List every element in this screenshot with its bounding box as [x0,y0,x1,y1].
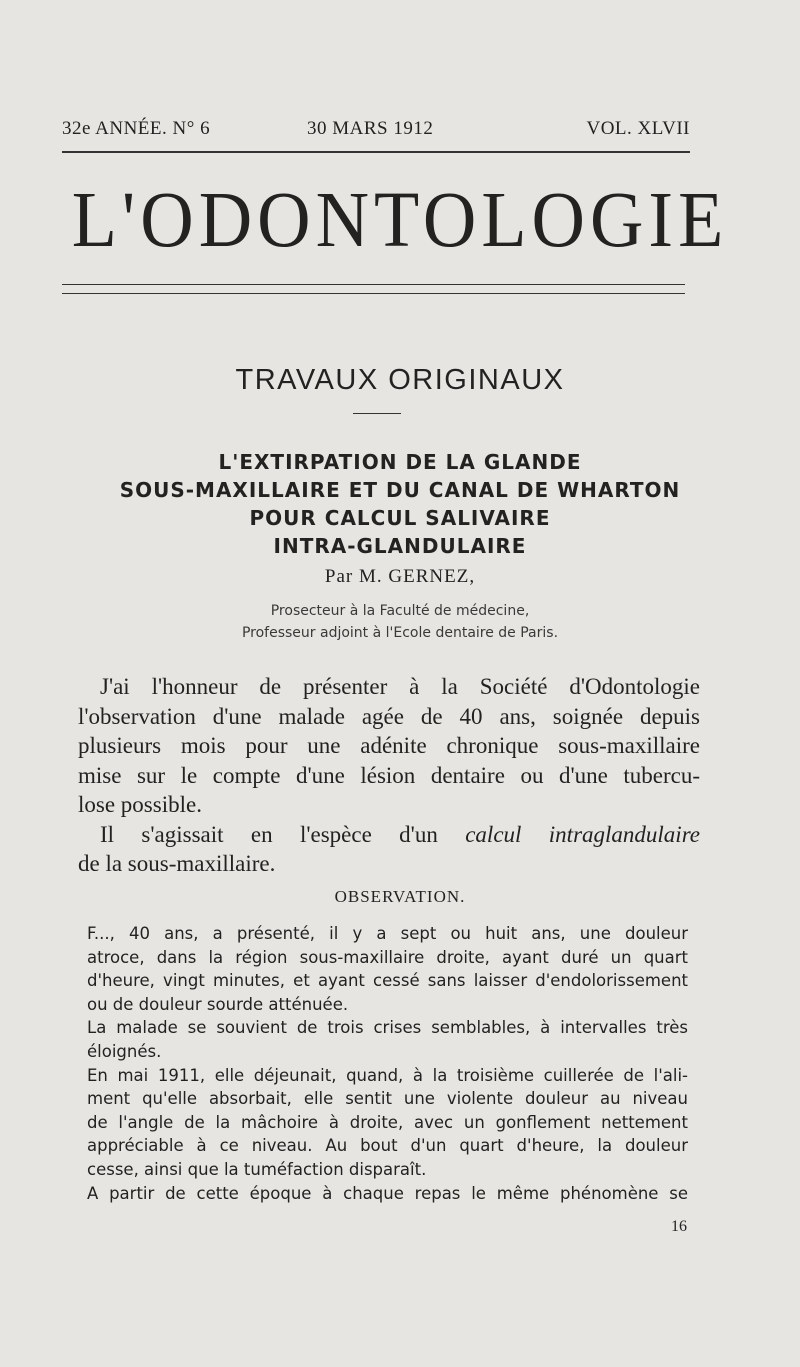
text-run: Il s'agissait en l'espèce d'un [100,821,466,847]
text-line: d'heure, vingt minutes, et ayant cessé sans laisser d'endolorissement [87,971,688,991]
text-line: l'observation d'une malade agée de 40 ans, soignée depuis [78,703,700,729]
article-title-line: POUR CALCUL SALIVAIRE [249,506,551,530]
intro-text [78,672,700,879]
text-line: La malade se souvient de trois crises semblables, à intervalles très [87,1018,688,1038]
text-line: appréciable à ce niveau. Au bout d'un quart d'heure, la douleur [87,1136,688,1156]
issue-number: 32e ANNÉE. N° 6 [62,118,211,139]
text-line: plusieurs mois pour une adénite chronique sous-maxillaire [78,733,700,758]
article-title [40,448,760,560]
article-title-line: INTRA-GLANDULAIRE [273,534,527,558]
text-line [78,820,700,850]
observation-heading: OBSERVATION. [334,887,466,906]
text-line: ou de douleur sourde atténuée. [87,994,349,1014]
text-line: F..., 40 ans, a présenté, il y a sept ou huit ans, une douleur [87,924,688,943]
intro-paragraph [78,820,700,879]
volume-number: VOL. XLVII [586,118,690,139]
text-line: lose possible. [78,792,202,817]
text-line: cesse, ainsi que la tuméfaction disparaît. [87,1159,427,1179]
text-line: En mai 1911, elle déjeunait, quand, à la troisième cuillerée de l'ali- [87,1065,688,1085]
affiliation-line: Professeur adjoint à l'Ecole dentaire de Paris. [241,625,559,641]
running-head [62,118,690,148]
italic-term: calcul intraglandulaire [465,821,701,847]
text-line: atroce, dans la région sous-maxillaire droite, ayant duré un quart [87,947,688,967]
text-line: ment qu'elle absorbait, elle sentit une violente douleur au niveau [87,1089,688,1109]
page-number: 16 [671,1218,687,1235]
text-line: mise sur le compte d'une lésion dentaire ou d'une tubercu- [78,762,700,788]
intro-paragraph [78,672,700,820]
text-line: de l'angle de la mâchoire à droite, avec un gonflement nettement [87,1112,688,1132]
text-line: éloignés. [87,1041,162,1061]
author-affiliation [0,600,800,644]
text-line: de la sous-maxillaire. [78,851,276,876]
text-line: J'ai l'honneur de présenter à la Société d'Odontologie [100,674,700,699]
article-title-line: SOUS-MAXILLAIRE ET DU CANAL DE WHARTON [119,478,681,502]
article-title-line: L'EXTIRPATION DE LA GLANDE [218,450,582,474]
header-rule [62,151,690,153]
section-rule [353,413,401,414]
observation-text [87,922,688,1205]
text-line: A partir de cette époque à chaque repas le même phénomène se [87,1183,688,1203]
author-byline: Par M. GERNEZ, [324,566,476,587]
issue-date: 30 MARS 1912 [307,118,434,139]
journal-title: L'ODONTOLOGIE [71,175,729,265]
affiliation-line: Prosecteur à la Faculté de médecine, [270,603,530,619]
title-double-rule [62,284,685,294]
section-title: TRAVAUX ORIGINAUX [235,364,565,396]
